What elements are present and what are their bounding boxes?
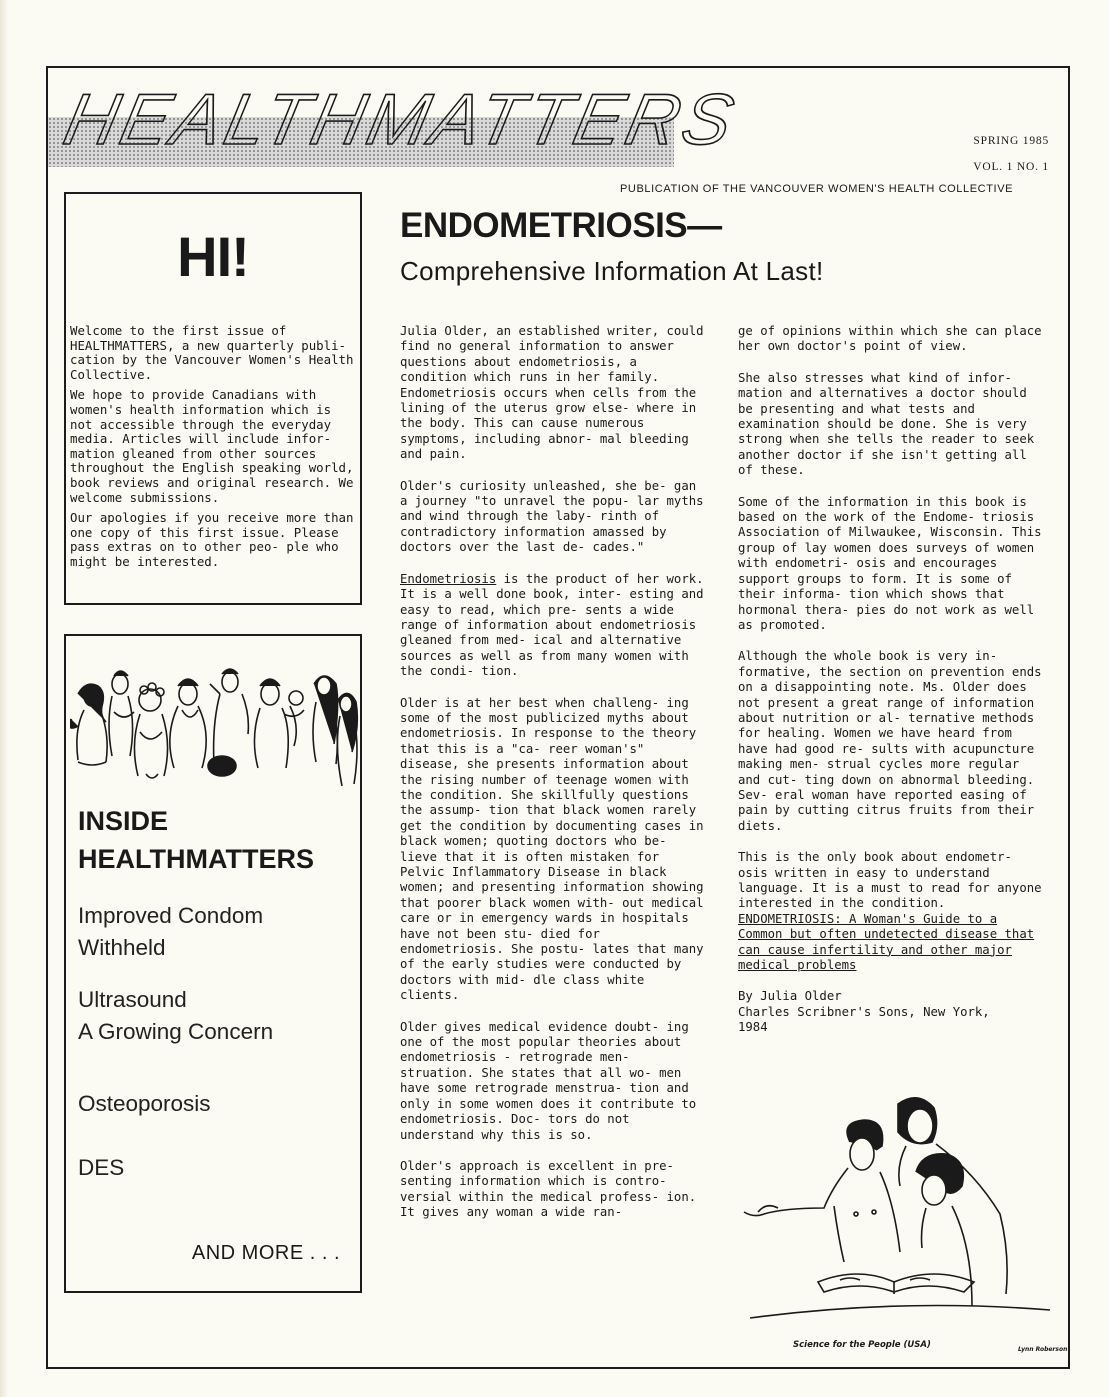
- article-paragraph: Older's approach is excellent in pre- senting information which is contro- versial within the medical profess- ion. It gives any woman a wide ran-: [400, 1158, 697, 1220]
- article-paragraph: Older's curiosity unleashed, she be- gan a journey "to unravel the popu- lar myths and wind through the laby- rinth of contradictory information amassed by doctors over the last de- cades.": [400, 478, 704, 555]
- book-byline: By Julia Older: [738, 989, 842, 1004]
- book-citation-title: ENDOMETRIOSIS: A Woman's Guide to a Common but often undetected disease that can cause infertility and other major medical problems: [738, 911, 1035, 973]
- contents-item-ultrasound[interactable]: [78, 984, 358, 1048]
- article-paragraph: Older gives medical evidence doubt- ing one of the most popular theories about endometriosis - retrograde men- struation. She states that all wo- men have some retrograde menstrua- tion and only in some women does it contribute to endometriosis. Doc- tors do not understand why this is so.: [400, 1019, 697, 1142]
- contents-item-line: DES: [78, 1155, 125, 1180]
- article-paragraph: ge of opinions within which she can place her own doctor's point of view.: [738, 324, 1042, 354]
- issue-date: SPRING 1985: [973, 135, 1049, 147]
- article-paragraph: [400, 572, 710, 680]
- welcome-title: HI!: [177, 225, 249, 288]
- article-subheadline: Comprehensive Information At Last!: [400, 256, 824, 286]
- article-paragraph: Julia Older, an established writer, could find no general information to answer questions about endometriosis, a condition which runs in her family. Endometriosis occurs when cells from the lining of the uterus grow else- where in the body. This can cause numerous symptoms, including abnor- mal bleeding and pain.: [400, 324, 704, 462]
- welcome-paragraph: Our apologies if you receive more than one copy of this first issue. Please pass extras on to other peo- ple who might be interested.: [70, 510, 354, 569]
- welcome-body: [70, 324, 356, 576]
- contents-list: [78, 900, 358, 1184]
- article-paragraph: This is the only book about endometr- osis written in easy to understand language. It is a must to read for anyone interested in the condition.: [738, 850, 1042, 911]
- contents-item-condom[interactable]: [78, 900, 358, 964]
- illustration-caption: Science for the People (USA): [793, 1340, 931, 1350]
- welcome-box: [64, 192, 362, 605]
- article-paragraph: She also stresses what kind of infor- mation and alternatives a doctor should be presenting and what tests and examination should be done. She is very strong when she tells the reader to seek another doctor if she isn't getting all of these.: [738, 370, 1035, 478]
- article-column-2: [738, 324, 1048, 1036]
- welcome-paragraph: Welcome to the first issue of HEALTHMATTERS, a new quarterly publi- cation by the Vancouver Women's Health Collective.: [70, 323, 354, 382]
- book-publisher: Charles Scribner's Sons, New York,: [738, 1004, 990, 1019]
- contents-item-line: Ultrasound: [78, 987, 187, 1012]
- inside-heading: [78, 802, 314, 878]
- contents-item-line: Osteoporosis: [78, 1091, 211, 1116]
- issue-volume: VOL. 1 NO. 1: [973, 161, 1049, 173]
- article-paragraph: Although the whole book is very in- formative, the section on prevention ends on a disappointing note. Ms. Older does not present a great range of information about nutrition or al- ternative methods for healing. Women we have heard from have had good re- sults with acupuncture making men- strual cycles more regular and cut- ting down on abnormal bleeding. Sev- eral woman have reported easing of pain by cutting citrus fruits from their diets.: [738, 649, 1042, 833]
- contents-item-line: A Growing Concern: [78, 1019, 274, 1044]
- women-reading-illustration: [730, 1086, 1060, 1336]
- welcome-paragraph: We hope to provide Canadians with women's health information which is not accessible through the everyday media. Articles will include infor- mation gleaned from other sources throughout the English speaking world, book reviews and original research. We welcome submissions.: [70, 387, 354, 505]
- issue-meta: [973, 128, 1049, 180]
- masthead-title: HEALTHMATTERS: [57, 80, 744, 160]
- contents-item-line: Improved Condom: [78, 903, 264, 928]
- women-group-illustration: [70, 654, 360, 804]
- publisher-line: PUBLICATION OF THE VANCOUVER WOMEN'S HEALTH COLLECTIVE: [620, 183, 1014, 195]
- article-column-1: [400, 324, 710, 1237]
- article-headline: ENDOMETRIOSIS—: [400, 206, 722, 245]
- contents-item-line: Withheld: [78, 935, 166, 960]
- contents-item-osteoporosis[interactable]: [78, 1088, 358, 1120]
- inside-heading-line1: INSIDE: [78, 806, 169, 836]
- and-more-text: AND MORE . . .: [191, 1242, 340, 1264]
- illustration-artist: Lynn Roberson: [1018, 1346, 1068, 1353]
- article-paragraph-text: is the product of her work. It is a well done book, inter- esting and easy to read, which pre- sents a wide range of information about endometriosis gleaned from med- ical and alternative sources as well as from many women with the condi- tion.: [400, 571, 704, 679]
- article-paragraph: Some of the information in this book is based on the work of the Endome- triosis Association of Milwaukee, Wisconsin. This group of lay women does surveys of women with endometri- osis and encourages support groups to form. It is some of their informa- tion which shows that hormonal thera- pies do not work as well as promoted.: [738, 494, 1042, 632]
- inside-box: [64, 634, 362, 1293]
- paper-edge: [0, 0, 8, 1397]
- book-title-reference: Endometriosis: [400, 571, 497, 586]
- inside-heading-line2: HEALTHMATTERS: [78, 844, 314, 874]
- book-year: 1984: [738, 1020, 768, 1035]
- article-paragraph: Older is at her best when challeng- ing some of the most publicized myths about endometriosis. In response to the theory that this is a "ca- reer woman's" disease, she presents information about the rising number of teenage women with the condition. She skillfully questions the assump- tion that black women rarely get the condition by documenting cases in black women; quoting doctors who be- lieve that it is often mistaken for Pelvic Inflammatory Disease in black women; and presenting information showing that poorer black women with- out medical care or in emergency wards in hospitals have not been stu- died for endometriosis. She postu- lates that many of the early studies were conducted by doctors with mid- dle class white clients.: [400, 695, 704, 1003]
- contents-item-des[interactable]: [78, 1152, 358, 1184]
